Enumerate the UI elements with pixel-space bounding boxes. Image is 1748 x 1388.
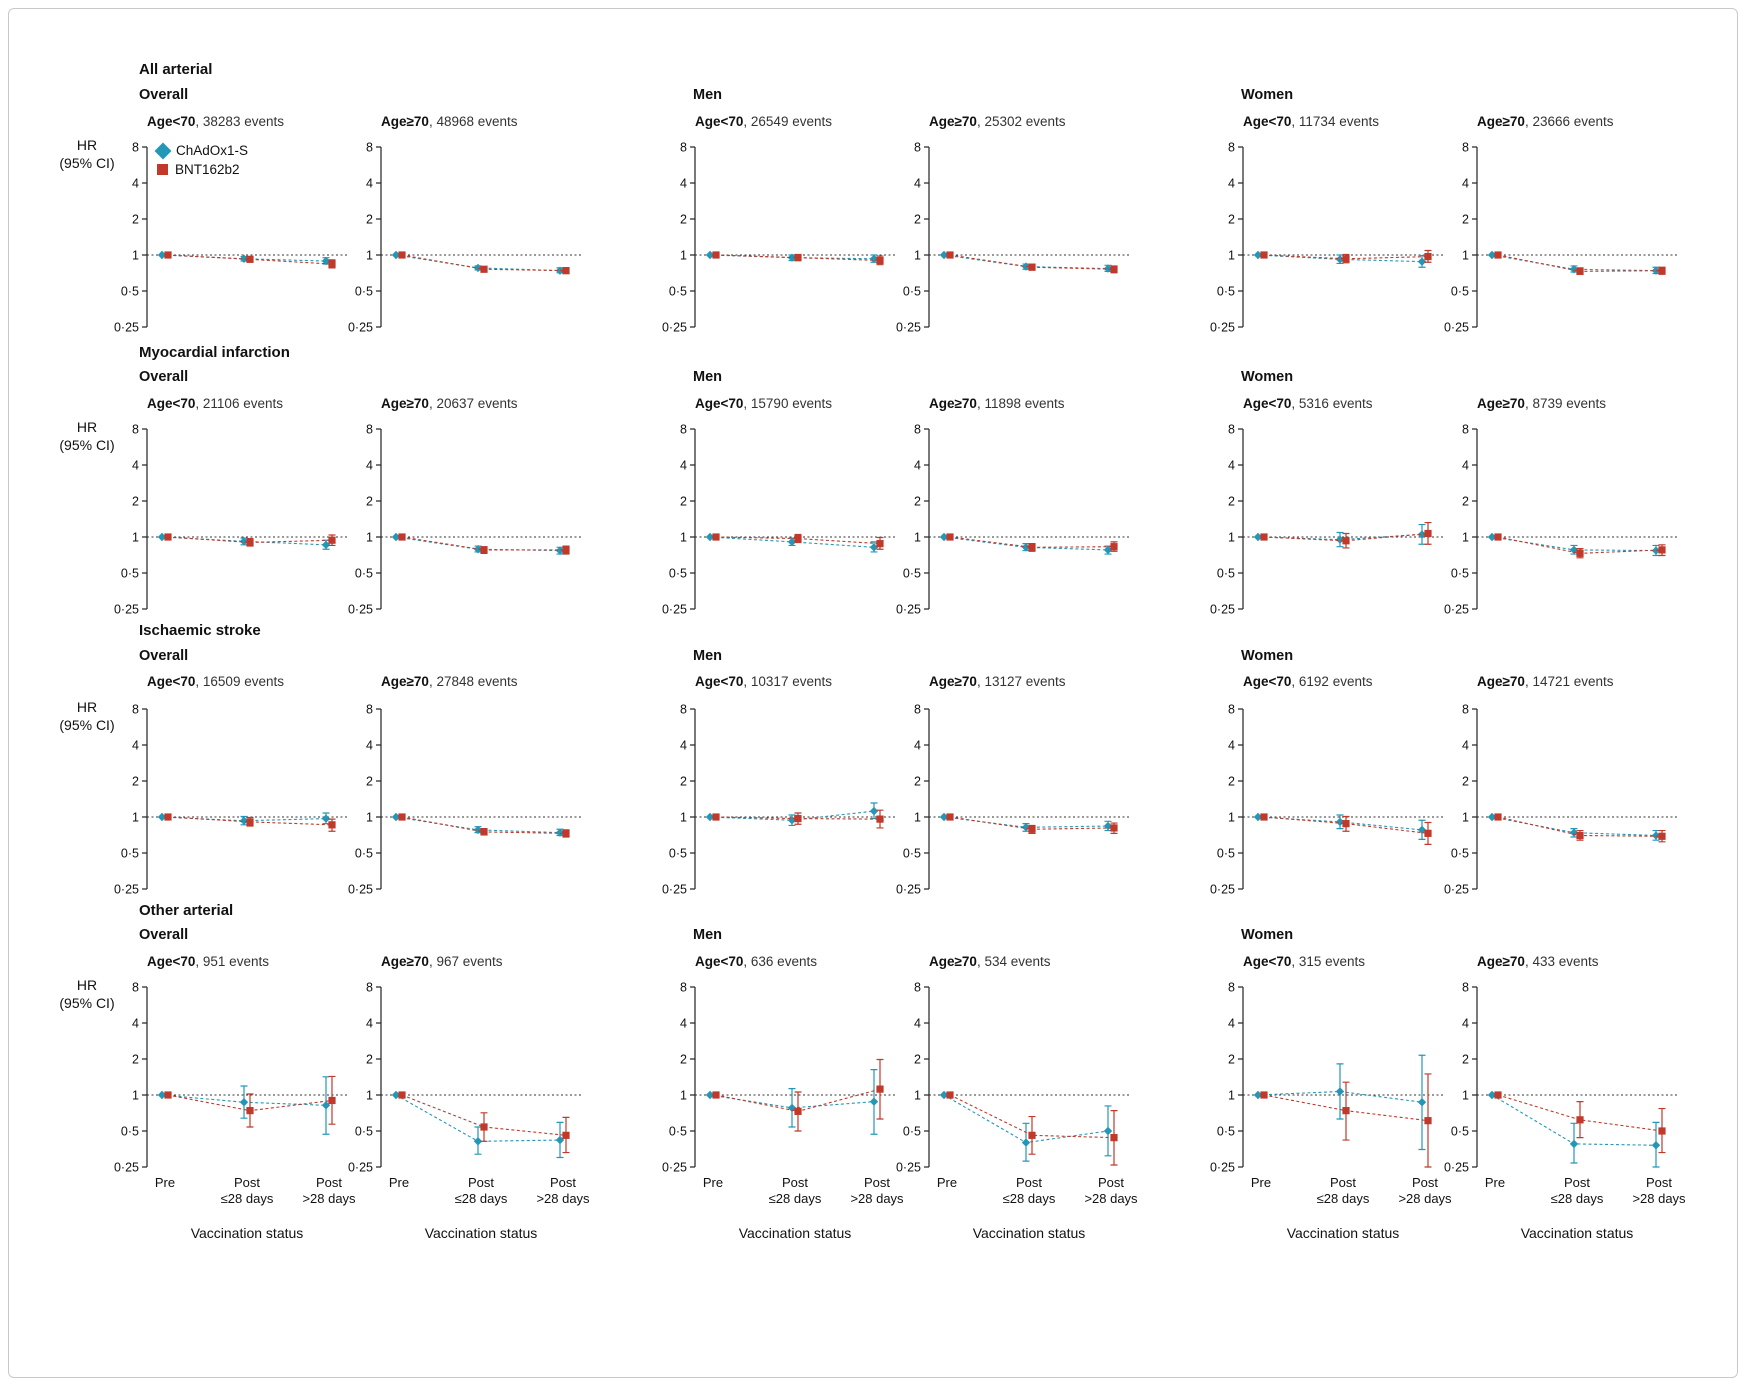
svg-text:2: 2 (132, 494, 139, 509)
panel-header-1-2: Age<70, 15790 events (695, 396, 832, 411)
group-label-1-2: Women (1241, 369, 1294, 385)
panel-2-2 (649, 697, 909, 907)
svg-text:0·25: 0·25 (1443, 882, 1469, 897)
svg-text:8: 8 (1228, 422, 1235, 437)
svg-text:0·25: 0·25 (113, 602, 139, 617)
svg-text:4: 4 (1462, 1016, 1469, 1031)
svg-text:8: 8 (1228, 702, 1235, 717)
svg-text:2: 2 (366, 1052, 373, 1067)
x-tick-line2: ≤28 days (220, 1190, 274, 1206)
panel-header-0-5: Age≥70, 23666 events (1477, 114, 1614, 129)
svg-text:2: 2 (914, 774, 921, 789)
svg-text:0·25: 0·25 (895, 882, 921, 897)
x-tick-line1: Post (781, 1175, 808, 1190)
panel-3-0 (101, 975, 361, 1185)
svg-text:0·5: 0·5 (1450, 566, 1469, 581)
svg-text:0·5: 0·5 (120, 1124, 139, 1139)
svg-text:0·25: 0·25 (347, 602, 373, 617)
x-axis-title-0: Vaccination status (190, 1225, 304, 1241)
svg-text:0·25: 0·25 (1209, 882, 1235, 897)
svg-text:0·5: 0·5 (354, 846, 373, 861)
svg-text:2: 2 (680, 494, 687, 509)
svg-text:4: 4 (1228, 176, 1235, 191)
svg-text:2: 2 (1462, 212, 1469, 227)
svg-text:0·25: 0·25 (661, 1160, 687, 1175)
group-label-3-2: Women (1241, 927, 1294, 943)
svg-text:2: 2 (132, 774, 139, 789)
svg-text:4: 4 (680, 176, 687, 191)
legend-label-0: ChAdOx1-S (176, 143, 249, 158)
section-title-1: Myocardial infarction (139, 344, 290, 361)
svg-text:1: 1 (914, 810, 921, 825)
svg-text:8: 8 (132, 980, 139, 995)
svg-text:1: 1 (1462, 810, 1469, 825)
x-tick-line2: >28 days (302, 1190, 356, 1206)
group-label-0-2: Women (1241, 87, 1294, 103)
panel-header-2-0: Age<70, 16509 events (147, 674, 284, 689)
svg-text:1: 1 (1228, 810, 1235, 825)
panel-1-2 (649, 417, 909, 627)
svg-text:2: 2 (1462, 1052, 1469, 1067)
svg-text:0·5: 0·5 (354, 284, 373, 299)
legend-label-1: BNT162b2 (175, 162, 240, 177)
svg-text:4: 4 (132, 176, 139, 191)
diamond-marker-icon (155, 142, 172, 159)
x-tick-line2: >28 days (536, 1190, 590, 1206)
x-tick-line1: Pre (154, 1175, 176, 1190)
svg-text:2: 2 (680, 774, 687, 789)
panel-1-3 (883, 417, 1143, 627)
svg-text:8: 8 (914, 422, 921, 437)
x-tick-line2: ≤28 days (1002, 1190, 1056, 1206)
group-label-1-1: Men (693, 369, 722, 385)
svg-text:2: 2 (914, 494, 921, 509)
x-tick-line1: Post (863, 1175, 890, 1190)
x-tick-line2: >28 days (1398, 1190, 1452, 1206)
svg-text:0·25: 0·25 (895, 602, 921, 617)
x-tick-line1: Post (1645, 1175, 1672, 1190)
svg-text:1: 1 (1228, 530, 1235, 545)
x-tick-2-1 (750, 1175, 840, 1206)
svg-text:1: 1 (1462, 1088, 1469, 1103)
x-tick-line2: >28 days (850, 1190, 904, 1206)
y-axis-label-line2: (95% CI) (59, 436, 115, 453)
x-tick-0-1 (202, 1175, 292, 1206)
svg-text:1: 1 (132, 530, 139, 545)
svg-text:8: 8 (680, 980, 687, 995)
panel-1-0 (101, 417, 361, 627)
svg-text:1: 1 (132, 248, 139, 263)
svg-text:4: 4 (366, 176, 373, 191)
svg-text:4: 4 (1462, 176, 1469, 191)
svg-text:0·25: 0·25 (1443, 1160, 1469, 1175)
svg-text:1: 1 (914, 248, 921, 263)
panel-0-2 (649, 135, 909, 345)
x-tick-3-0 (902, 1175, 992, 1191)
panel-header-2-3: Age≥70, 13127 events (929, 674, 1066, 689)
svg-text:0·25: 0·25 (661, 602, 687, 617)
x-tick-line1: Post (1015, 1175, 1042, 1190)
svg-text:2: 2 (1228, 774, 1235, 789)
svg-text:8: 8 (680, 702, 687, 717)
svg-text:2: 2 (680, 1052, 687, 1067)
group-label-1-0: Overall (139, 369, 189, 385)
svg-text:1: 1 (1228, 1088, 1235, 1103)
svg-text:0·5: 0·5 (668, 1124, 687, 1139)
x-tick-line2: ≤28 days (1316, 1190, 1370, 1206)
panel-header-3-1: Age≥70, 967 events (381, 954, 503, 969)
legend-item-1 (157, 160, 248, 179)
svg-text:2: 2 (914, 1052, 921, 1067)
svg-text:0·25: 0·25 (1209, 320, 1235, 335)
svg-text:8: 8 (914, 702, 921, 717)
svg-text:0·5: 0·5 (1216, 1124, 1235, 1139)
y-axis-label-line2: (95% CI) (59, 994, 115, 1011)
x-tick-line1: Post (315, 1175, 342, 1190)
svg-text:2: 2 (132, 1052, 139, 1067)
section-title-2: Ischaemic stroke (139, 622, 261, 639)
x-tick-line2: ≤28 days (1550, 1190, 1604, 1206)
panel-header-2-1: Age≥70, 27848 events (381, 674, 518, 689)
group-label-2-2: Women (1241, 648, 1294, 664)
panel-3-3 (883, 975, 1143, 1185)
svg-text:0·25: 0·25 (895, 1160, 921, 1175)
x-tick-5-1 (1532, 1175, 1622, 1206)
svg-text:8: 8 (366, 980, 373, 995)
svg-text:0·5: 0·5 (120, 846, 139, 861)
svg-text:8: 8 (914, 980, 921, 995)
svg-text:4: 4 (132, 1016, 139, 1031)
svg-text:1: 1 (366, 530, 373, 545)
figure-frame (8, 8, 1738, 1378)
svg-text:2: 2 (1462, 494, 1469, 509)
panel-header-1-1: Age≥70, 20637 events (381, 396, 518, 411)
x-tick-line1: Post (233, 1175, 260, 1190)
x-tick-3-1 (984, 1175, 1074, 1206)
panel-3-4 (1197, 975, 1457, 1185)
svg-text:4: 4 (366, 1016, 373, 1031)
svg-text:4: 4 (366, 458, 373, 473)
panel-header-0-3: Age≥70, 25302 events (929, 114, 1066, 129)
group-label-3-0: Overall (139, 927, 189, 943)
svg-text:0·5: 0·5 (1450, 284, 1469, 299)
x-tick-line2: ≤28 days (768, 1190, 822, 1206)
panel-2-5 (1431, 697, 1691, 907)
panel-0-1 (335, 135, 595, 345)
y-axis-label-line2: (95% CI) (59, 154, 115, 171)
svg-text:8: 8 (1462, 422, 1469, 437)
svg-text:4: 4 (1462, 458, 1469, 473)
x-tick-1-1 (436, 1175, 526, 1206)
svg-text:0·25: 0·25 (347, 1160, 373, 1175)
svg-text:1: 1 (132, 810, 139, 825)
svg-text:0·5: 0·5 (1216, 846, 1235, 861)
x-tick-line2: >28 days (1084, 1190, 1138, 1206)
x-tick-line1: Post (1563, 1175, 1590, 1190)
svg-text:0·25: 0·25 (661, 882, 687, 897)
x-tick-line1: Post (549, 1175, 576, 1190)
svg-text:0·5: 0·5 (120, 284, 139, 299)
svg-text:8: 8 (132, 140, 139, 155)
svg-text:8: 8 (366, 702, 373, 717)
svg-text:8: 8 (132, 422, 139, 437)
panel-2-4 (1197, 697, 1457, 907)
svg-text:0·5: 0·5 (1450, 1124, 1469, 1139)
section-title-0: All arterial (139, 61, 213, 78)
svg-text:0·25: 0·25 (113, 320, 139, 335)
svg-text:8: 8 (366, 140, 373, 155)
y-axis-label-line1: HR (76, 699, 98, 715)
svg-text:1: 1 (914, 530, 921, 545)
svg-text:0·25: 0·25 (1443, 320, 1469, 335)
svg-text:2: 2 (132, 212, 139, 227)
svg-text:0·5: 0·5 (354, 566, 373, 581)
panel-header-0-4: Age<70, 11734 events (1243, 114, 1379, 129)
svg-text:0·25: 0·25 (895, 320, 921, 335)
panel-header-2-4: Age<70, 6192 events (1243, 674, 1373, 689)
svg-text:8: 8 (680, 140, 687, 155)
panel-header-3-0: Age<70, 951 events (147, 954, 269, 969)
svg-text:2: 2 (366, 494, 373, 509)
y-axis-label-line2: (95% CI) (59, 716, 115, 733)
panel-header-3-3: Age≥70, 534 events (929, 954, 1051, 969)
group-label-2-0: Overall (139, 648, 189, 664)
svg-text:1: 1 (1462, 248, 1469, 263)
x-tick-line2: ≤28 days (454, 1190, 508, 1206)
x-tick-4-1 (1298, 1175, 1388, 1206)
legend-item-0 (157, 141, 248, 160)
svg-text:0·25: 0·25 (1209, 1160, 1235, 1175)
x-tick-5-0 (1450, 1175, 1540, 1191)
panel-0-4 (1197, 135, 1457, 345)
x-tick-1-0 (354, 1175, 444, 1191)
svg-text:0·5: 0·5 (120, 566, 139, 581)
panel-header-2-2: Age<70, 10317 events (695, 674, 832, 689)
panel-header-2-5: Age≥70, 14721 events (1477, 674, 1614, 689)
svg-text:2: 2 (366, 212, 373, 227)
square-marker-icon (157, 164, 168, 175)
panel-header-3-2: Age<70, 636 events (695, 954, 817, 969)
svg-text:0·25: 0·25 (1209, 602, 1235, 617)
x-tick-4-0 (1216, 1175, 1306, 1191)
svg-text:1: 1 (680, 248, 687, 263)
svg-text:0·5: 0·5 (1450, 846, 1469, 861)
svg-text:0·5: 0·5 (668, 284, 687, 299)
svg-text:4: 4 (132, 738, 139, 753)
svg-text:0·25: 0·25 (113, 1160, 139, 1175)
x-axis-title-2: Vaccination status (738, 1225, 852, 1241)
svg-text:2: 2 (1228, 1052, 1235, 1067)
svg-text:0·5: 0·5 (902, 566, 921, 581)
x-tick-3-2 (1066, 1175, 1156, 1206)
svg-text:4: 4 (1228, 458, 1235, 473)
svg-text:0·5: 0·5 (902, 284, 921, 299)
x-tick-0-0 (120, 1175, 210, 1191)
svg-text:8: 8 (914, 140, 921, 155)
svg-text:8: 8 (1228, 140, 1235, 155)
svg-text:2: 2 (1462, 774, 1469, 789)
svg-text:2: 2 (680, 212, 687, 227)
svg-text:4: 4 (914, 738, 921, 753)
group-label-2-1: Men (693, 648, 722, 664)
svg-text:4: 4 (680, 738, 687, 753)
svg-text:0·5: 0·5 (668, 846, 687, 861)
svg-text:0·5: 0·5 (1216, 566, 1235, 581)
svg-text:4: 4 (132, 458, 139, 473)
svg-text:0·5: 0·5 (902, 846, 921, 861)
svg-text:1: 1 (132, 1088, 139, 1103)
svg-text:2: 2 (1228, 212, 1235, 227)
svg-text:2: 2 (1228, 494, 1235, 509)
svg-text:4: 4 (1228, 1016, 1235, 1031)
svg-text:0·25: 0·25 (347, 320, 373, 335)
svg-text:1: 1 (914, 1088, 921, 1103)
panel-2-1 (335, 697, 595, 907)
svg-text:1: 1 (680, 1088, 687, 1103)
svg-text:4: 4 (1228, 738, 1235, 753)
panel-header-1-5: Age≥70, 8739 events (1477, 396, 1606, 411)
panel-3-5 (1431, 975, 1691, 1185)
panel-header-0-1: Age≥70, 48968 events (381, 114, 518, 129)
svg-text:0·5: 0·5 (354, 1124, 373, 1139)
legend (157, 141, 248, 179)
x-tick-line1: Post (1097, 1175, 1124, 1190)
group-label-0-1: Men (693, 87, 722, 103)
svg-text:1: 1 (366, 1088, 373, 1103)
svg-text:0·25: 0·25 (661, 320, 687, 335)
x-tick-line1: Pre (1484, 1175, 1506, 1190)
x-tick-line1: Pre (388, 1175, 410, 1190)
svg-text:4: 4 (1462, 738, 1469, 753)
panel-header-3-4: Age<70, 315 events (1243, 954, 1365, 969)
x-axis-title-3: Vaccination status (972, 1225, 1086, 1241)
section-title-3: Other arterial (139, 902, 234, 919)
x-tick-line1: Post (467, 1175, 494, 1190)
x-axis-title-5: Vaccination status (1520, 1225, 1634, 1241)
panel-2-3 (883, 697, 1143, 907)
svg-text:4: 4 (680, 1016, 687, 1031)
svg-text:8: 8 (366, 422, 373, 437)
svg-text:8: 8 (1228, 980, 1235, 995)
svg-text:0·25: 0·25 (113, 882, 139, 897)
y-axis-label-line1: HR (76, 137, 98, 153)
svg-text:0·5: 0·5 (1216, 284, 1235, 299)
x-tick-line1: Pre (702, 1175, 724, 1190)
svg-text:1: 1 (1462, 530, 1469, 545)
svg-text:8: 8 (680, 422, 687, 437)
svg-text:2: 2 (914, 212, 921, 227)
panel-header-0-2: Age<70, 26549 events (695, 114, 832, 129)
svg-text:1: 1 (366, 248, 373, 263)
svg-text:0·25: 0·25 (347, 882, 373, 897)
svg-text:8: 8 (1462, 140, 1469, 155)
x-tick-line1: Pre (1250, 1175, 1272, 1190)
svg-text:8: 8 (132, 702, 139, 717)
svg-text:0·5: 0·5 (902, 1124, 921, 1139)
svg-text:4: 4 (680, 458, 687, 473)
group-label-3-1: Men (693, 927, 722, 943)
panel-header-3-5: Age≥70, 433 events (1477, 954, 1599, 969)
svg-text:0·5: 0·5 (668, 566, 687, 581)
x-tick-1-2 (518, 1175, 608, 1206)
svg-text:1: 1 (680, 530, 687, 545)
x-tick-line1: Pre (936, 1175, 958, 1190)
panel-2-0 (101, 697, 361, 907)
panel-0-5 (1431, 135, 1691, 345)
panel-header-1-3: Age≥70, 11898 events (929, 396, 1065, 411)
panel-3-1 (335, 975, 595, 1185)
panel-1-1 (335, 417, 595, 627)
x-axis-title-4: Vaccination status (1286, 1225, 1400, 1241)
svg-text:4: 4 (914, 1016, 921, 1031)
panel-1-5 (1431, 417, 1691, 627)
svg-text:4: 4 (914, 176, 921, 191)
y-axis-label-line1: HR (76, 419, 98, 435)
x-tick-5-2 (1614, 1175, 1704, 1206)
svg-text:1: 1 (680, 810, 687, 825)
svg-text:8: 8 (1462, 702, 1469, 717)
svg-text:8: 8 (1462, 980, 1469, 995)
svg-text:2: 2 (366, 774, 373, 789)
panel-1-4 (1197, 417, 1457, 627)
svg-text:1: 1 (1228, 248, 1235, 263)
panel-0-3 (883, 135, 1143, 345)
x-tick-2-0 (668, 1175, 758, 1191)
svg-text:4: 4 (914, 458, 921, 473)
panel-header-0-0: Age<70, 38283 events (147, 114, 284, 129)
panel-3-2 (649, 975, 909, 1185)
svg-text:1: 1 (366, 810, 373, 825)
panel-header-1-0: Age<70, 21106 events (147, 396, 283, 411)
x-tick-line1: Post (1329, 1175, 1356, 1190)
x-tick-line1: Post (1411, 1175, 1438, 1190)
x-tick-line2: >28 days (1632, 1190, 1686, 1206)
panel-header-1-4: Age<70, 5316 events (1243, 396, 1373, 411)
svg-text:4: 4 (366, 738, 373, 753)
svg-text:0·25: 0·25 (1443, 602, 1469, 617)
x-axis-title-1: Vaccination status (424, 1225, 538, 1241)
group-label-0-0: Overall (139, 87, 189, 103)
y-axis-label-line1: HR (76, 977, 98, 993)
